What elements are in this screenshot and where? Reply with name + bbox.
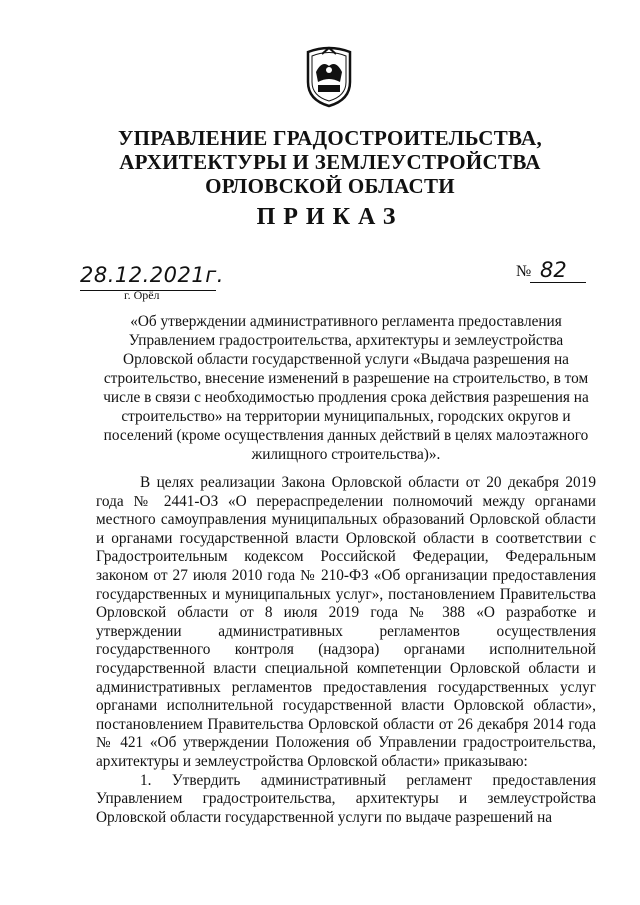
org-line-1: УПРАВЛЕНИЕ ГРАДОСТРОИТЕЛЬСТВА, [117, 126, 543, 150]
org-line-3: ОРЛОВСКОЙ ОБЛАСТИ [205, 174, 455, 198]
city-label: г. Орёл [124, 288, 160, 302]
preamble-paragraph: В целях реализации Закона Орловской области от 20 декабря 2019 года № 2441-ОЗ «О перераспределении полномочий между органами местного самоуправления муниципальных образований Орловской области и органами государственной власти Орловской области в соответствии с Градостроительным кодексом Российской Федерации, Федеральным законом от 27 июля 2010 года № 210-ФЗ «Об организации предоставления государственных и муниципальных услуг», постановлением Правительства Орловской области от 8 июля 2019 года № 388 «О разработке и утверждении административных регламентов осуществления государственного контроля (надзора) органами исполнительной государственной власти специальной компетенции Орловской области и административных регламентов предоставления государственных услуг органами исполнительной государственной власти Орловской области», постановлением Правительства Орловской области от 26 декабря 2014 года № 421 «Об утверждении Положения об Управлении градостроительства, архитектуры и землеустройства Орловской области» приказываю: [96, 474, 596, 770]
coat-of-arms-emblem-icon [300, 42, 358, 108]
org-line-2: АРХИТЕКТУРЫ И ЗЕМЛЕУСТРОЙСТВА [119, 150, 541, 174]
document-type-title: ПРИКАЗ [256, 204, 404, 230]
item-1-paragraph: 1. Утвердить административный регламент предоставления Управлением градостроительства, архитектуры и землеустройства Орловской области государственной услуги по выдаче разрешений на [96, 771, 596, 826]
handwritten-date: 28.12.2021г. [80, 263, 224, 287]
order-subject: «Об утверждении административного регламента предоставления Управлением градостроительства, архитектуры и землеустройства Орловской области государственной услуги «Выдача разрешения на строительство, внесение изменений в разрешение на строительство, в том числе в связи с необходимостью продления срока действия разрешения на строительство» на территории муниципальных, городских округов и поселений (кроме осуществления данных действий в целях малоэтажного жилищного строительства)». [103, 313, 589, 463]
handwritten-order-number: 82 [540, 258, 567, 282]
number-underline [530, 282, 586, 283]
organization-name [60, 126, 600, 198]
number-label: № [516, 263, 532, 280]
order-body [96, 474, 596, 827]
